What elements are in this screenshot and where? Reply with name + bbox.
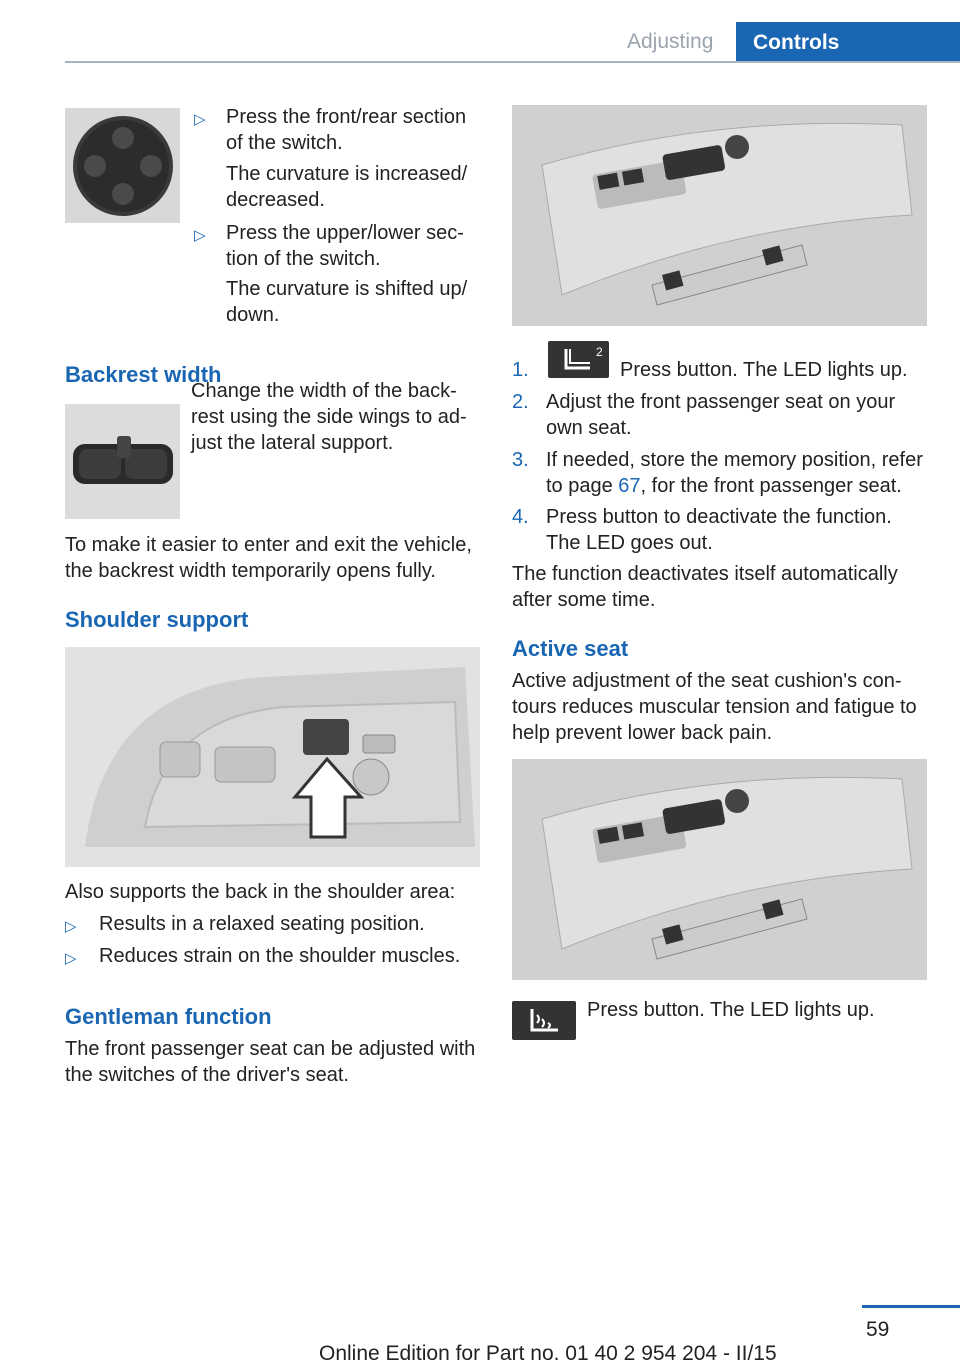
gentleman-after: The function deactivates itself automatically after some time.	[512, 563, 898, 611]
lumbar-bullet-1-action: Press the front/rear section of the switch.	[226, 106, 467, 154]
step-1-text: Press button. The LED lights up.	[620, 359, 908, 381]
footer-edition: Online Edition for Part no. 01 40 2 954 204 - II/15	[319, 1342, 777, 1365]
active-seat-button-icon	[512, 1001, 576, 1040]
gentleman-body: The front passenger seat can be adjusted with the switches of the driver's seat.	[65, 1038, 476, 1086]
lumbar-bullet-2-action: Press the upper/lower sec- tion of the switch.	[226, 222, 464, 270]
memory-seat-button-icon	[548, 341, 609, 378]
active-seat-body: Active adjustment of the seat cushion's con- tours reduces muscular tension and fatigue to help prevent lower back pain.	[512, 670, 917, 744]
page-number: 59	[866, 1318, 890, 1341]
page-link-67[interactable]: 67	[618, 475, 641, 497]
backrest-body: To make it easier to enter and exit the vehicle, the backrest width temporarily opens fully.	[65, 534, 472, 582]
step-4-text: Press button to deactivate the function. The LED goes out.	[546, 506, 892, 554]
backrest-switch-image	[65, 404, 180, 519]
bullet-triangle-icon: ▷	[65, 918, 77, 935]
door-panel-image-1	[512, 105, 927, 326]
backrest-heading: Backrest width	[65, 362, 222, 387]
step-3-text-pre: If needed, store the memory position, refer to page	[546, 449, 923, 497]
footer-accent-bar	[862, 1305, 960, 1308]
active-seat-button-text: Press button. The LED lights up.	[587, 999, 875, 1021]
step-number: 3.	[512, 449, 529, 471]
bullet-triangle-icon: ▷	[194, 227, 206, 244]
bullet-triangle-icon: ▷	[65, 950, 77, 967]
shoulder-switch-image	[65, 647, 480, 867]
step-2-text: Adjust the front passenger seat on your own seat.	[546, 391, 896, 439]
lumbar-switch-image	[65, 108, 180, 223]
header-chapter-tab: Controls	[736, 22, 960, 62]
shoulder-bullet-2: Reduces strain on the shoulder muscles.	[99, 945, 461, 967]
lumbar-bullet-2-result: The curvature is shifted up/ down.	[226, 278, 468, 326]
shoulder-bullet-1: Results in a relaxed seating position.	[99, 913, 425, 935]
header-section: Adjusting	[627, 30, 714, 53]
shoulder-body: Also supports the back in the shoulder area:	[65, 881, 456, 903]
step-number: 2.	[512, 391, 529, 413]
shoulder-heading: Shoulder support	[65, 607, 249, 632]
active-seat-heading: Active seat	[512, 636, 629, 661]
backrest-intro: Change the width of the back- rest using the side wings to ad- just the lateral support.	[191, 380, 467, 454]
step-3-text	[546, 447, 926, 499]
header-rule	[65, 61, 960, 63]
step-number: 1.	[512, 359, 529, 381]
memory-button-label: 2	[596, 345, 603, 359]
step-number: 4.	[512, 506, 529, 528]
bullet-triangle-icon: ▷	[194, 111, 206, 128]
gentleman-heading: Gentleman function	[65, 1004, 272, 1029]
step-3-text-post: , for the front passenger seat.	[640, 475, 902, 497]
lumbar-bullet-1-result: The curvature is increased/ decreased.	[226, 163, 468, 211]
door-panel-image-2	[512, 759, 927, 980]
